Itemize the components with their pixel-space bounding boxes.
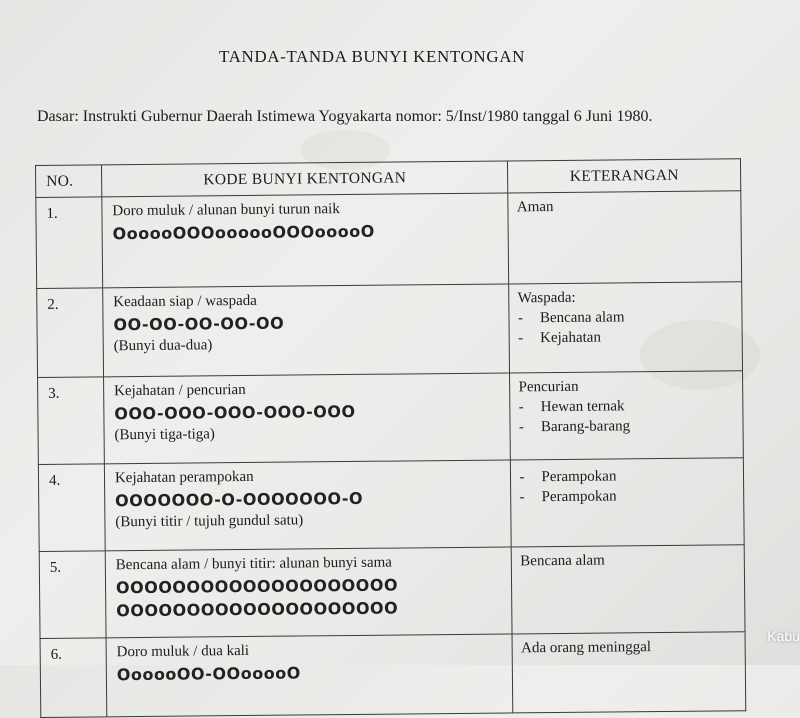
keterangan-item <box>519 397 743 416</box>
kode-description: Doro muluk / alunan bunyi turun naik <box>112 201 340 220</box>
keterangan-title: Ada orang meninggal <box>521 639 652 657</box>
bullet-dash: - <box>519 469 525 486</box>
header-no: NO. <box>36 165 102 198</box>
row-number: 2. <box>37 288 104 378</box>
keterangan-item-text: Bencana alam <box>539 309 625 327</box>
kode-sequence: OOOOOOO-O-OOOOOOO-O <box>115 488 364 511</box>
keterangan-cell <box>512 632 745 713</box>
kode-note: (Bunyi titir / tujuh gundul satu) <box>115 512 304 531</box>
kode-sequence: OOOOOOOOOOOOOOOOOOOO <box>116 598 399 621</box>
document-basis: Dasar: Instrukti Gubernur Daerah Istimewa Yogyakarta nomor: 5/Inst/1980 tanggal 6 Juni 1980. <box>37 108 653 125</box>
table-row <box>38 371 744 465</box>
kode-cell <box>103 373 510 464</box>
kentongan-table <box>35 158 746 718</box>
keterangan-cell <box>508 191 741 284</box>
keterangan-item-text: Perampokan <box>541 488 617 506</box>
keterangan-item <box>520 487 744 506</box>
kode-description: Keadaan siap / waspada <box>113 292 257 311</box>
kode-cell <box>106 634 513 717</box>
table-row <box>38 458 744 552</box>
kode-sequence: OOO-OOO-OOO-OOO-OOO <box>114 401 356 424</box>
bullet-dash: - <box>519 489 525 506</box>
header-keterangan: KETERANGAN <box>508 159 741 193</box>
bullet-dash: - <box>517 310 523 327</box>
row-number: 1. <box>36 197 103 289</box>
keterangan-cell <box>512 545 745 634</box>
kode-cell <box>105 547 512 638</box>
table-row <box>40 632 746 718</box>
bullet-dash: - <box>518 330 524 347</box>
keterangan-item-text: Perampokan <box>541 468 617 486</box>
kode-sequence: OOOOOOOOOOOOOOOOOOOO <box>115 575 399 598</box>
bullet-dash: - <box>518 419 525 436</box>
bullet-dash: - <box>518 399 524 416</box>
keterangan-cell <box>511 458 744 547</box>
keterangan-item <box>519 467 743 486</box>
keterangan-item-text: Kejahatan <box>540 329 601 347</box>
keterangan-item-text: Hewan ternak <box>540 398 625 416</box>
keterangan-title: Pencurian <box>518 378 579 396</box>
keterangan-title: Bencana alam <box>520 552 605 570</box>
keterangan-item-text: Barang-barang <box>540 418 631 436</box>
kode-description: Kejahatan perampokan <box>114 468 254 487</box>
table-row <box>37 282 743 378</box>
kode-description: Doro muluk / dua kali <box>116 642 250 661</box>
header-kode: KODE BUNYI KENTONGAN <box>101 161 508 197</box>
keterangan-cell <box>510 371 743 460</box>
kode-sequence: OooooOOOoooooOOOooooO <box>112 221 375 244</box>
kode-cell <box>103 284 510 377</box>
table-row <box>36 191 742 289</box>
keterangan-item <box>519 417 743 436</box>
kode-description: Bencana alam / bunyi titir: alunan bunyi sama <box>115 554 393 574</box>
row-number: 6. <box>40 638 107 718</box>
watermark-text: Kabu <box>767 628 800 644</box>
table-row <box>39 545 745 639</box>
keterangan-item <box>518 308 742 327</box>
document-title: TANDA-TANDA BUNYI KENTONGAN <box>219 47 525 66</box>
keterangan-cell <box>509 282 742 373</box>
keterangan-title: Aman <box>516 199 554 216</box>
keterangan-item <box>518 328 742 347</box>
row-number: 4. <box>38 464 105 552</box>
kode-cell <box>104 460 511 551</box>
kode-cell <box>102 193 509 288</box>
keterangan-title: Waspada: <box>517 289 576 307</box>
kode-description: Kejahatan / pencurian <box>114 381 246 400</box>
kode-note: (Bunyi dua-dua) <box>113 337 213 355</box>
kode-sequence: OooooOO-OOooooO <box>116 663 301 685</box>
kode-note: (Bunyi tiga-tiga) <box>114 426 215 444</box>
kode-sequence: OO-OO-OO-OO-OO <box>113 313 285 335</box>
row-number: 5. <box>39 551 106 639</box>
row-number: 3. <box>38 377 105 465</box>
